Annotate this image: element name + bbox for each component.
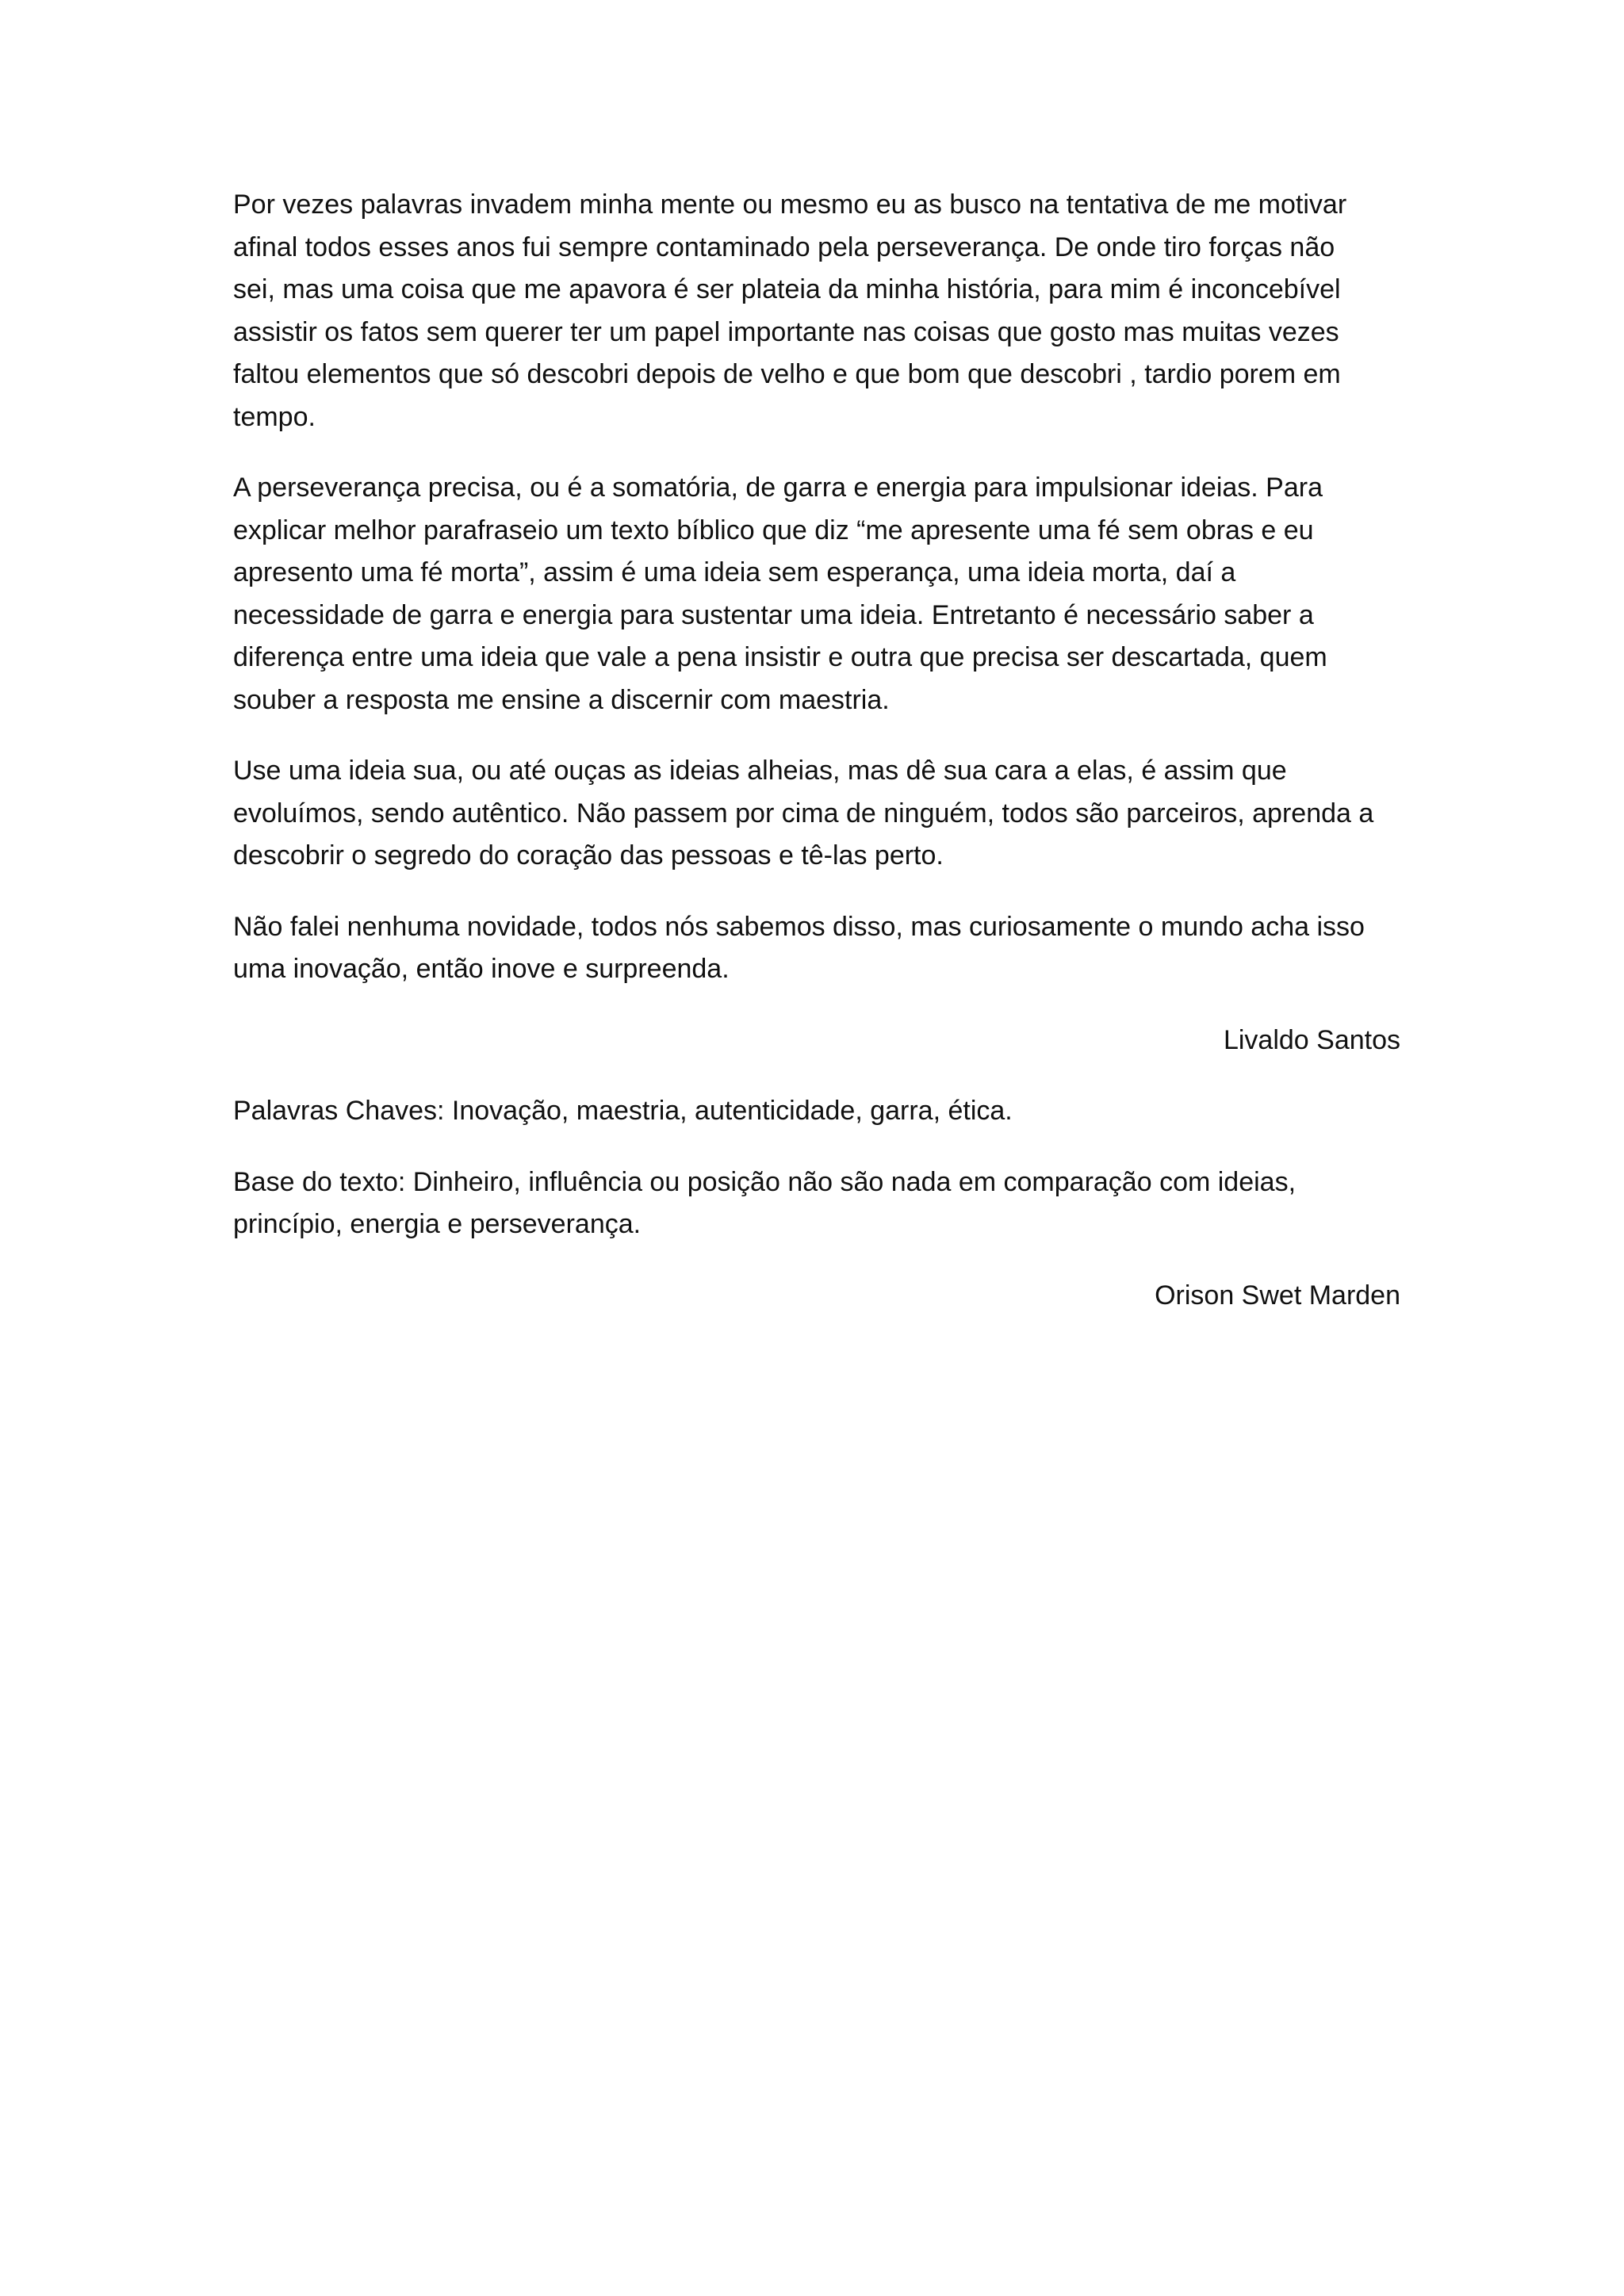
- text-line: princípio, energia e perseverança.: [233, 1209, 642, 1239]
- paragraph-2: [233, 467, 1400, 721]
- text-line: Não falei nenhuma novidade, todos nós sabemos disso, mas curiosamente o mundo acha isso: [233, 911, 1365, 942]
- quote-author: Orison Swet Marden: [1155, 1280, 1400, 1311]
- text-line: evoluímos, sendo autêntico. Não passem por cima de ninguém, todos são parceiros, aprenda a: [233, 798, 1374, 828]
- text-line: tempo.: [233, 401, 316, 432]
- text-line: Use uma ideia sua, ou até ouças as ideias alheias, mas dê sua cara a elas, é assim que: [233, 756, 1287, 786]
- text-line: assistir os fatos sem querer ter um papel importante nas coisas que gosto mas muitas vezes: [233, 316, 1339, 347]
- text-line: sei, mas uma coisa que me apavora é ser plateia da minha história, para mim é inconcebível: [233, 274, 1341, 304]
- paragraph-3: [233, 750, 1400, 878]
- text-line: afinal todos esses anos fui sempre contaminado pela perseverança. De onde tiro forças não: [233, 232, 1335, 262]
- text-line: diferença entre uma ideia que vale a pena insistir e outra que precisa ser descartada, quem: [233, 642, 1327, 672]
- text-line: faltou elementos que só descobri depois de velho e que bom que descobri , tardio porem em: [233, 359, 1341, 389]
- author-signature: Livaldo Santos: [1223, 1024, 1400, 1055]
- paragraph-4: [233, 906, 1400, 991]
- text-line: descobrir o segredo do coração das pessoas e tê-las perto.: [233, 840, 944, 871]
- text-line: apresento uma fé morta”, assim é uma ideia sem esperança, uma ideia morta, daí a: [233, 557, 1236, 587]
- paragraph-1: [233, 184, 1400, 438]
- base-text-paragraph: [233, 1161, 1400, 1246]
- text-line: A perseverança precisa, ou é a somatória, de garra e energia para impulsionar ideias. Para: [233, 473, 1323, 503]
- document-body: [233, 184, 1400, 1345]
- text-line: Base do texto: Dinheiro, influência ou posição não são nada em comparação com ideias,: [233, 1166, 1297, 1197]
- text-line: explicar melhor parafraseio um texto bíblico que diz “me apresente uma fé sem obras e eu: [233, 515, 1314, 545]
- text-line: souber a resposta me ensine a discernir com maestria.: [233, 684, 890, 715]
- text-line: uma inovação, então inove e surpreenda.: [233, 954, 730, 984]
- keywords-line: Palavras Chaves: Inovação, maestria, autenticidade, garra, ética.: [233, 1096, 1013, 1126]
- text-line: Por vezes palavras invadem minha mente ou mesmo eu as busco na tentativa de me motivar: [233, 189, 1347, 220]
- text-line: necessidade de garra e energia para sustentar uma ideia. Entretanto é necessário saber a: [233, 599, 1314, 630]
